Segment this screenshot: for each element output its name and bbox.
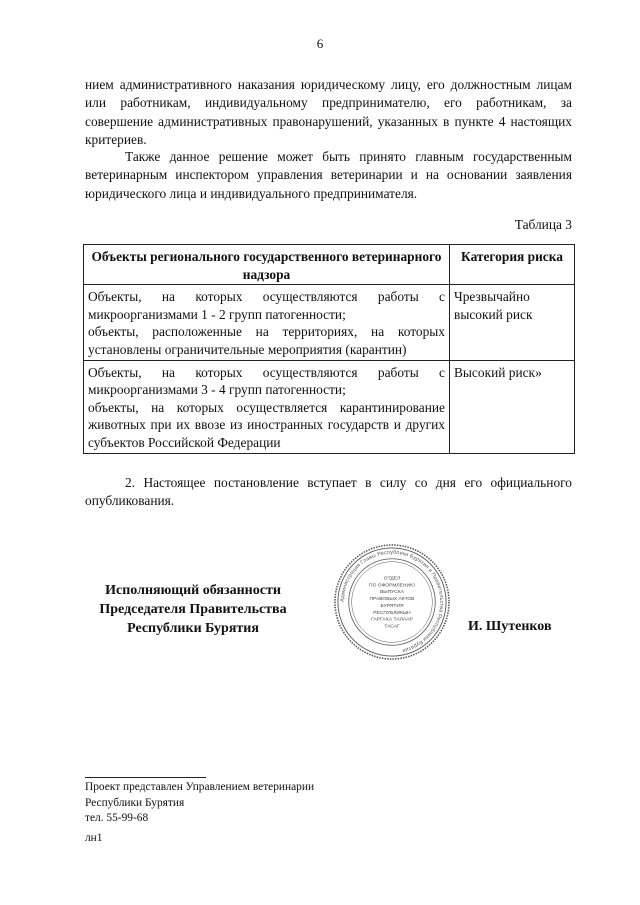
footnote-rule [85, 777, 206, 778]
official-seal [333, 543, 451, 661]
seal-ring-text: Администрация Главы Республики Бурятия и Правительства Республики Бурятия [339, 549, 445, 654]
footnote [85, 780, 314, 827]
row-objects [84, 285, 450, 360]
footnote-line: Республики Бурятия [85, 796, 185, 809]
seal-text-line: ТАСАГ [384, 624, 400, 630]
table-header-row [84, 245, 575, 285]
table-row [84, 285, 575, 360]
seal-text-line: РЕСПУБЛИКЫН [373, 610, 411, 616]
signer-title [88, 581, 298, 638]
row-object-line: объекты, расположенные на территориях, на которых установлены ограничительные мероприятия (карантин) [88, 324, 445, 357]
row-objects [84, 360, 450, 453]
signer-title-line: Исполняющий обязанности [105, 583, 281, 598]
row-object-line: Объекты, на которых осуществляются работы с микроорганизмами 1 - 2 групп патогенности; [88, 289, 445, 322]
row-object-line: объекты, на которых осуществляется карантинирование животных при их ввозе из иностранных государств и других субъектов Российской Федерации [88, 399, 445, 450]
row-category [450, 285, 575, 360]
document-code: лн1 [85, 832, 103, 844]
risk-table [83, 244, 575, 454]
footnote-line: тел. 55-99-68 [85, 812, 149, 825]
paragraph-continuation: нием административного наказания юридическому лицу, его должностным лицам или работникам, индивидуальному предпринимателю, его работникам, за совершение административных правонарушений, указанных в пункте 4 настоящих критериев. [85, 77, 572, 147]
seal-text-line: ГАРГАХА ТАЛААР [371, 617, 413, 623]
seal-text-line: БУРЯТИЯ [380, 603, 404, 609]
signer-title-line: Республики Бурятия [127, 621, 259, 636]
row-category-line: Чрезвычайно [454, 289, 530, 305]
footnote-line: Проект представлен Управлением ветеринарии [85, 781, 315, 793]
row-object-line: Объекты, на которых осуществляются работы с микроорганизмами 3 - 4 групп патогенности; [88, 364, 445, 398]
seal-text-line: ПО ОФОРМЛЕНИЮ [369, 583, 415, 589]
table-row [84, 360, 575, 453]
table-caption: Таблица 3 [514, 217, 572, 232]
paragraph-decision: Также данное решение может быть принято главным государственным ветеринарным инспектором управления ветеринарии и на основании заявления юридического лица и индивидуального предпринимателя. [85, 149, 572, 201]
signer-name: И. Шутенков [468, 619, 552, 634]
row-category [450, 360, 575, 453]
paragraph-effective-date: 2. Настоящее постановление вступает в силу со дня его официального опубликования. [85, 475, 572, 509]
seal-text-line: ОТДЕЛ [383, 576, 401, 582]
row-category-line: Высокий риск» [454, 364, 542, 380]
row-category-line: высокий риск [454, 306, 533, 322]
header-objects: Объекты регионального государственного ветеринарного надзора [84, 245, 450, 285]
signer-title-line: Председателя Правительства [99, 602, 287, 617]
header-category: Категория риска [450, 245, 575, 285]
page-number: 6 [316, 36, 324, 51]
seal-text-line: ВЫПУСКА [380, 590, 404, 596]
seal-text-line: ПРАВОВЫХ АКТОВ [369, 597, 415, 603]
